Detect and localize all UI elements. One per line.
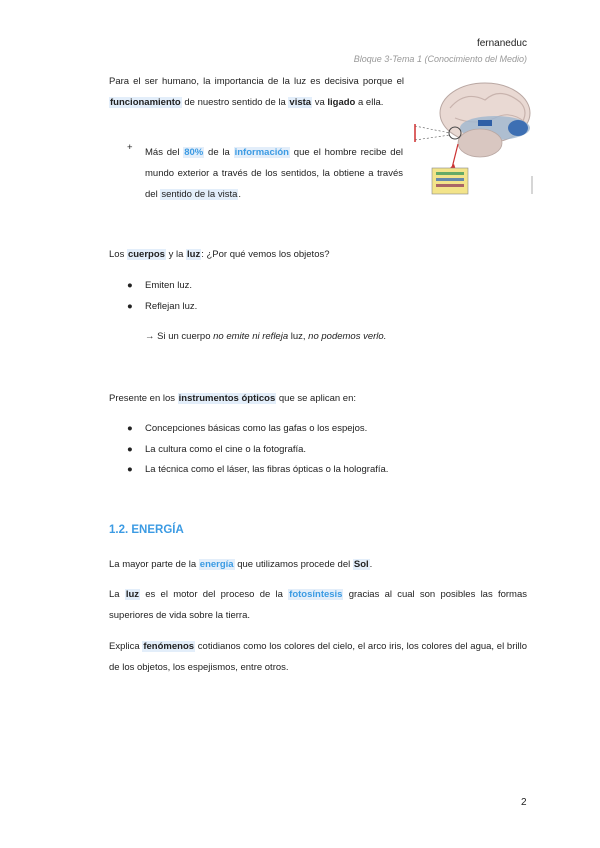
note-italic: no emite ni refleja bbox=[213, 331, 289, 342]
section-title: 1.2. ENERGÍA bbox=[109, 524, 184, 536]
bold-ligado: ligado bbox=[327, 97, 356, 108]
energia-text: es el motor del proceso de la bbox=[140, 589, 289, 600]
highlight-fotosintesis: fotosíntesis bbox=[289, 589, 343, 600]
bullet-dot: ● bbox=[127, 280, 133, 291]
energia-paragraph-2 bbox=[109, 584, 527, 626]
bullet-dot: ● bbox=[127, 423, 133, 434]
cuerpos-text: : ¿Por qué vemos los objetos? bbox=[201, 249, 330, 260]
plus-text: . bbox=[238, 189, 242, 200]
list-item: La cultura como el cine o la fotografía. bbox=[145, 444, 307, 455]
highlight-sol: Sol bbox=[353, 559, 369, 570]
page-number: 2 bbox=[521, 797, 527, 808]
energia-text: cotidianos como los colores del cielo, el arco iris, los colores del agua, el brillo de los objetos, los espejismos, entre otros. bbox=[109, 641, 527, 673]
bullet-dot: ● bbox=[127, 444, 133, 455]
cuerpos-text: y la bbox=[165, 249, 186, 260]
intro-text: de nuestro sentido de la bbox=[181, 97, 289, 108]
list-item: La técnica como el láser, las fibras ópticas o la holografía. bbox=[145, 464, 389, 475]
plus-text: de la bbox=[204, 147, 234, 158]
list-item: Reflejan luz. bbox=[145, 301, 198, 312]
percent-80: 80% bbox=[184, 147, 204, 158]
intro-text: a ella. bbox=[355, 97, 384, 108]
bullet-dot: ● bbox=[127, 464, 133, 475]
energia-text: La bbox=[109, 589, 125, 600]
plus-item-text bbox=[145, 142, 403, 205]
note-italic: no podemos verlo. bbox=[308, 331, 387, 342]
highlight-informacion: información bbox=[234, 147, 289, 158]
energia-text: que utilizamos procede del bbox=[234, 559, 353, 570]
energia-paragraph-3 bbox=[109, 636, 527, 678]
instrumentos-text: que se aplican en: bbox=[276, 393, 357, 404]
energia-text: Explica bbox=[109, 641, 143, 652]
plus-marker: + bbox=[127, 142, 133, 153]
plus-text: que el hombre recibe del mundo exterior a través de los sentidos, la obtiene a través del bbox=[145, 147, 403, 200]
plus-text: Más del bbox=[145, 147, 184, 158]
list-item: Emiten luz. bbox=[145, 280, 192, 291]
instrumentos-text: Presente en los bbox=[109, 393, 178, 404]
note-text: → Si un cuerpo bbox=[145, 331, 214, 342]
intro-text: Para el ser humano, la importancia de la luz es decisiva porque el bbox=[109, 76, 404, 87]
intro-paragraph bbox=[109, 71, 404, 113]
intro-text: va bbox=[312, 97, 328, 108]
cuerpos-note bbox=[145, 326, 386, 347]
highlight-luz: luz bbox=[187, 249, 201, 260]
highlight-sentido-vista: sentido de la vista bbox=[161, 189, 238, 200]
note-text: luz, bbox=[288, 331, 309, 342]
energia-text: . bbox=[369, 559, 373, 570]
list-item: Concepciones básicas como las gafas o los espejos. bbox=[145, 423, 368, 434]
header-author: fernaneduc bbox=[476, 38, 527, 49]
brain-eye-illustration bbox=[410, 78, 535, 198]
energia-text: gracias al cual son posibles las formas superiores de vida sobre la tierra. bbox=[109, 589, 527, 621]
highlight-luz: luz bbox=[125, 589, 140, 600]
cuerpos-text: Los bbox=[109, 249, 127, 260]
instrumentos-intro bbox=[109, 388, 356, 409]
highlight-fenomenos: fenómenos bbox=[143, 641, 195, 652]
energia-paragraph-1 bbox=[109, 554, 372, 575]
cuerpos-question bbox=[109, 244, 330, 265]
highlight-vista: vista bbox=[289, 97, 312, 108]
highlight-funcionamiento: funcionamiento bbox=[110, 97, 181, 108]
highlight-instrumentos: instrumentos ópticos bbox=[178, 393, 276, 404]
highlight-cuerpos: cuerpos bbox=[127, 249, 165, 260]
highlight-energia: energía bbox=[199, 559, 234, 570]
header-subtitle: Bloque 3-Tema 1 (Conocimiento del Medio) bbox=[353, 54, 527, 64]
energia-text: La mayor parte de la bbox=[109, 559, 199, 570]
bullet-dot: ● bbox=[127, 301, 133, 312]
